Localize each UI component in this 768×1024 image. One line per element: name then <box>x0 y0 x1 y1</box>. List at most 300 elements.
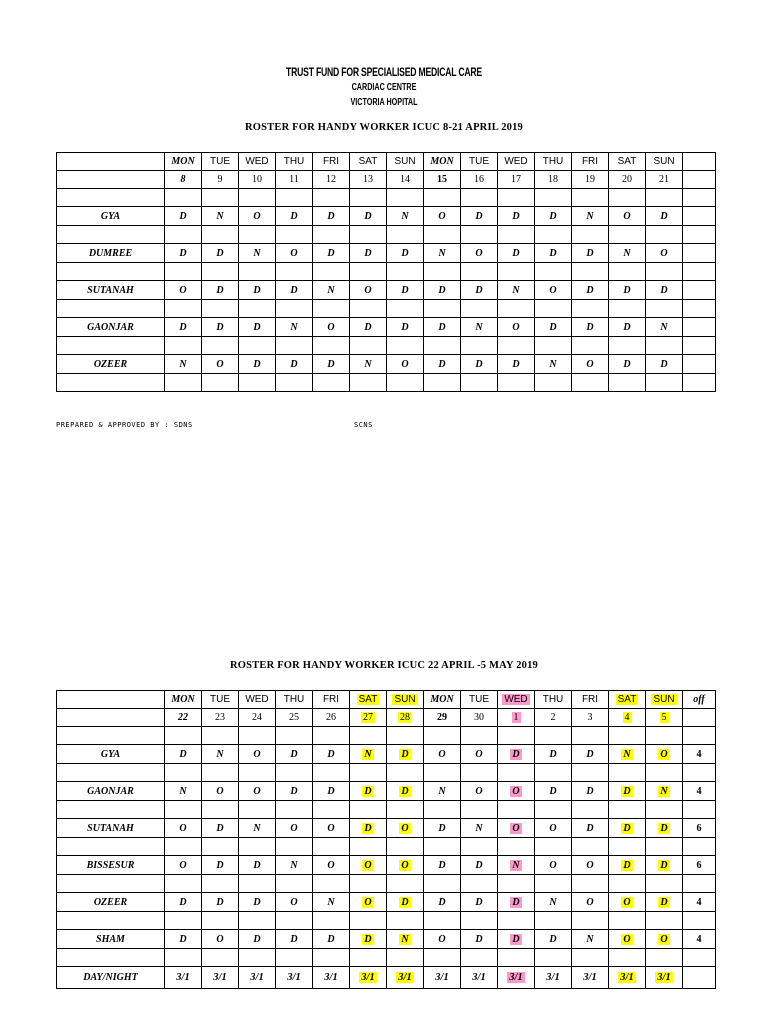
date-header-6 <box>387 709 424 727</box>
shift-cell: N <box>239 244 276 263</box>
shift-cell: O <box>387 355 424 374</box>
day-header-3: THU <box>276 153 313 171</box>
highlighted-value: D <box>364 822 372 834</box>
spacer-cell <box>202 949 239 967</box>
shift-cell: D <box>461 355 498 374</box>
shift-cell: D <box>646 355 683 374</box>
spacer-cell <box>424 838 461 856</box>
shift-cell: O <box>572 856 609 875</box>
spacer-cell <box>572 226 609 244</box>
shift-cell: N <box>498 281 535 300</box>
spacer-cell <box>572 912 609 930</box>
shift-cell: D <box>572 281 609 300</box>
shift-cell: D <box>202 819 239 838</box>
staff-name: GYA <box>57 207 165 226</box>
spacer-row <box>57 875 716 893</box>
total-cell <box>387 967 424 989</box>
shift-cell: D <box>313 745 350 764</box>
spacer-cell <box>646 912 683 930</box>
shift-cell: O <box>424 745 461 764</box>
spacer-row <box>57 189 716 207</box>
total-cell <box>609 967 646 989</box>
spacer-cell <box>313 838 350 856</box>
total-cell: 3/1 <box>461 967 498 989</box>
shift-cell <box>387 819 424 838</box>
total-name: DAY/NIGHT <box>57 967 165 989</box>
spacer-row <box>57 727 716 745</box>
total-cell: 3/1 <box>276 967 313 989</box>
shift-cell: D <box>646 207 683 226</box>
total-cell: 3/1 <box>239 967 276 989</box>
spacer-cell <box>313 300 350 318</box>
shift-cell: D <box>609 281 646 300</box>
spacer-cell <box>387 949 424 967</box>
spacer-cell <box>276 300 313 318</box>
spacer-cell <box>202 226 239 244</box>
spacer-cell <box>683 337 716 355</box>
shift-cell: D <box>239 355 276 374</box>
shift-cell: N <box>276 856 313 875</box>
shift-cell: D <box>239 930 276 949</box>
spacer-cell <box>387 838 424 856</box>
shift-cell: N <box>239 819 276 838</box>
shift-cell: N <box>165 782 202 801</box>
shift-cell: D <box>424 893 461 912</box>
spacer-cell <box>424 727 461 745</box>
spacer-row <box>57 801 716 819</box>
shift-cell: D <box>165 893 202 912</box>
spacer-cell <box>165 838 202 856</box>
day-header-11: FRI <box>572 691 609 709</box>
highlighted-value: O <box>401 859 409 871</box>
spacer-row <box>57 374 716 392</box>
shift-cell: N <box>461 819 498 838</box>
roster2-table <box>56 690 716 989</box>
spacer-cell <box>57 226 165 244</box>
total-cell <box>646 967 683 989</box>
spacer-cell <box>276 801 313 819</box>
shift-cell <box>609 856 646 875</box>
spacer-cell <box>57 337 165 355</box>
shift-cell <box>646 856 683 875</box>
date-header-0: 22 <box>165 709 202 727</box>
date-corner-cell <box>57 709 165 727</box>
highlighted-value: D <box>401 785 409 797</box>
spacer-cell <box>609 189 646 207</box>
shift-cell: D <box>572 745 609 764</box>
shift-cell: D <box>239 281 276 300</box>
shift-cell: D <box>535 745 572 764</box>
spacer-cell <box>239 949 276 967</box>
shift-cell: D <box>461 207 498 226</box>
highlighted-value: O <box>401 822 409 834</box>
spacer-row <box>57 949 716 967</box>
spacer-cell <box>646 374 683 392</box>
date-header-9 <box>498 709 535 727</box>
spacer-cell <box>609 949 646 967</box>
spacer-cell <box>387 189 424 207</box>
spacer-cell <box>646 727 683 745</box>
spacer-cell <box>350 189 387 207</box>
spacer-cell <box>57 764 165 782</box>
spacer-cell <box>683 300 716 318</box>
spacer-cell <box>535 263 572 281</box>
date-header-4: 12 <box>313 171 350 189</box>
spacer-cell <box>387 764 424 782</box>
highlighted-value: N <box>401 933 409 945</box>
shift-cell: D <box>424 318 461 337</box>
date-header-6: 14 <box>387 171 424 189</box>
spacer-cell <box>424 801 461 819</box>
table-row <box>57 207 716 226</box>
spacer-cell <box>239 912 276 930</box>
spacer-cell <box>535 226 572 244</box>
shift-cell: N <box>572 930 609 949</box>
spacer-cell <box>683 189 716 207</box>
spacer-cell <box>350 226 387 244</box>
shift-cell <box>387 930 424 949</box>
shift-cell: O <box>498 318 535 337</box>
table-row <box>57 893 716 912</box>
shift-cell: D <box>313 930 350 949</box>
spacer-cell <box>387 801 424 819</box>
spacer-cell <box>424 949 461 967</box>
corner-cell <box>57 153 165 171</box>
spacer-cell <box>313 337 350 355</box>
shift-cell: N <box>609 244 646 263</box>
spacer-cell <box>165 801 202 819</box>
spacer-cell <box>461 226 498 244</box>
shift-cell: O <box>202 930 239 949</box>
spacer-cell <box>646 764 683 782</box>
org-title: TRUST FUND FOR SPECIALISED MEDICAL CARE <box>286 65 482 79</box>
shift-cell: O <box>609 207 646 226</box>
spacer-cell <box>609 337 646 355</box>
spacer-cell <box>387 912 424 930</box>
spacer-cell <box>350 300 387 318</box>
spacer-cell <box>498 374 535 392</box>
spacer-cell <box>202 912 239 930</box>
spacer-cell <box>165 374 202 392</box>
table-row <box>57 782 716 801</box>
spacer-cell <box>165 912 202 930</box>
roster1-title: ROSTER FOR HANDY WORKER ICUC 8-21 APRIL 2019 <box>244 122 524 133</box>
highlighted-value: O <box>623 896 631 908</box>
staff-name: SHAM <box>57 930 165 949</box>
spacer-cell <box>646 263 683 281</box>
centre-title: CARDIAC CENTRE <box>351 82 417 93</box>
date-header-4: 26 <box>313 709 350 727</box>
shift-cell: O <box>461 782 498 801</box>
highlighted-value: O <box>512 822 520 834</box>
spacer-cell <box>646 300 683 318</box>
spacer-cell <box>57 189 165 207</box>
spacer-cell <box>498 727 535 745</box>
off-count <box>683 355 716 374</box>
shift-cell: D <box>239 318 276 337</box>
total-cell <box>350 967 387 989</box>
shift-cell <box>609 930 646 949</box>
date-end-cell <box>683 171 716 189</box>
spacer-cell <box>646 189 683 207</box>
day-header-0: MON <box>165 153 202 171</box>
spacer-cell <box>498 764 535 782</box>
spacer-cell <box>57 838 165 856</box>
off-count: 4 <box>683 745 716 764</box>
shift-cell: O <box>313 856 350 875</box>
day-header-13: SUN <box>646 153 683 171</box>
shift-cell: D <box>276 782 313 801</box>
spacer-cell <box>165 189 202 207</box>
shift-cell <box>498 893 535 912</box>
spacer-cell <box>609 764 646 782</box>
shift-cell: O <box>239 745 276 764</box>
date-header-1: 23 <box>202 709 239 727</box>
shift-cell: N <box>313 893 350 912</box>
highlighted-value: O <box>364 896 372 908</box>
highlighted-value: D <box>364 785 372 797</box>
highlighted-value: O <box>512 785 520 797</box>
highlighted-value: D <box>512 896 520 908</box>
date-header-11: 3 <box>572 709 609 727</box>
spacer-cell <box>535 764 572 782</box>
spacer-cell <box>350 263 387 281</box>
spacer-cell <box>424 912 461 930</box>
highlighted-value: D <box>623 785 631 797</box>
shift-cell <box>498 856 535 875</box>
shift-cell: O <box>646 244 683 263</box>
shift-cell: N <box>387 207 424 226</box>
date-header-3: 25 <box>276 709 313 727</box>
shift-cell <box>350 893 387 912</box>
prepared-by: PREPARED & APPROVED BY : SDNS <box>56 421 193 429</box>
day-header-5: SAT <box>350 153 387 171</box>
shift-cell: D <box>165 745 202 764</box>
shift-cell: D <box>387 244 424 263</box>
highlighted-value: D <box>364 933 372 945</box>
day-header-4: FRI <box>313 691 350 709</box>
highlighted-value: D <box>512 748 520 760</box>
spacer-cell <box>609 875 646 893</box>
shift-cell: N <box>202 745 239 764</box>
shift-cell: O <box>572 355 609 374</box>
spacer-cell <box>498 337 535 355</box>
spacer-cell <box>572 764 609 782</box>
spacer-cell <box>535 337 572 355</box>
date-header-7: 15 <box>424 171 461 189</box>
spacer-cell <box>350 337 387 355</box>
shift-cell: N <box>572 207 609 226</box>
spacer-cell <box>57 727 165 745</box>
date-header-8: 30 <box>461 709 498 727</box>
highlighted-value: 27 <box>363 712 373 723</box>
spacer-cell <box>424 764 461 782</box>
shift-cell: D <box>165 244 202 263</box>
spacer-cell <box>313 263 350 281</box>
shift-cell: D <box>202 244 239 263</box>
shift-cell: N <box>461 318 498 337</box>
roster2-title: ROSTER FOR HANDY WORKER ICUC 22 APRIL -5 MAY 2019 <box>229 660 538 671</box>
day-header-9 <box>498 691 535 709</box>
spacer-cell <box>572 727 609 745</box>
spacer-cell <box>461 337 498 355</box>
shift-cell: D <box>498 355 535 374</box>
spacer-cell <box>313 764 350 782</box>
spacer-cell <box>276 226 313 244</box>
date-header-row <box>57 171 716 189</box>
spacer-cell <box>572 949 609 967</box>
highlighted-value: D <box>660 822 668 834</box>
total-cell: 3/1 <box>535 967 572 989</box>
highlighted-value: 4 <box>624 712 630 723</box>
shift-cell: D <box>276 281 313 300</box>
shift-cell <box>387 745 424 764</box>
spacer-cell <box>461 912 498 930</box>
spacer-cell <box>609 912 646 930</box>
spacer-cell <box>646 875 683 893</box>
shift-cell <box>350 930 387 949</box>
total-row <box>57 967 716 989</box>
spacer-cell <box>313 875 350 893</box>
spacer-cell <box>165 764 202 782</box>
spacer-row <box>57 263 716 281</box>
spacer-cell <box>572 189 609 207</box>
shift-cell: N <box>646 318 683 337</box>
spacer-cell <box>424 226 461 244</box>
off-count <box>683 281 716 300</box>
total-cell: 3/1 <box>313 967 350 989</box>
off-count <box>683 244 716 263</box>
day-header-11: FRI <box>572 153 609 171</box>
spacer-cell <box>165 226 202 244</box>
spacer-cell <box>535 875 572 893</box>
shift-cell: N <box>424 782 461 801</box>
spacer-cell <box>683 226 716 244</box>
shift-cell: D <box>609 355 646 374</box>
spacer-cell <box>239 189 276 207</box>
spacer-row <box>57 764 716 782</box>
shift-cell: D <box>535 207 572 226</box>
date-header-12 <box>609 709 646 727</box>
spacer-cell <box>313 801 350 819</box>
shift-cell: D <box>535 244 572 263</box>
shift-cell: D <box>572 318 609 337</box>
date-header-9: 17 <box>498 171 535 189</box>
date-header-11: 19 <box>572 171 609 189</box>
day-header-4: FRI <box>313 153 350 171</box>
spacer-cell <box>424 189 461 207</box>
spacer-cell <box>498 838 535 856</box>
shift-cell: D <box>276 355 313 374</box>
highlighted-value: SUN <box>653 694 675 705</box>
spacer-cell <box>572 875 609 893</box>
shift-cell <box>646 819 683 838</box>
shift-cell: D <box>535 782 572 801</box>
shift-cell: O <box>276 893 313 912</box>
spacer-cell <box>646 226 683 244</box>
date-header-3: 11 <box>276 171 313 189</box>
spacer-cell <box>609 374 646 392</box>
shift-cell: D <box>313 355 350 374</box>
spacer-cell <box>609 727 646 745</box>
staff-name: GYA <box>57 745 165 764</box>
highlighted-value: O <box>660 933 668 945</box>
day-header-2: WED <box>239 691 276 709</box>
shift-cell <box>387 782 424 801</box>
spacer-cell <box>239 300 276 318</box>
spacer-cell <box>461 764 498 782</box>
date-header-10: 2 <box>535 709 572 727</box>
spacer-cell <box>461 189 498 207</box>
spacer-cell <box>350 374 387 392</box>
spacer-cell <box>572 337 609 355</box>
highlighted-value: SUN <box>394 694 416 705</box>
spacer-cell <box>387 374 424 392</box>
shift-cell: D <box>461 281 498 300</box>
spacer-cell <box>350 727 387 745</box>
total-cell: 3/1 <box>165 967 202 989</box>
staff-name: SUTANAH <box>57 281 165 300</box>
shift-cell <box>350 856 387 875</box>
spacer-cell <box>535 374 572 392</box>
spacer-row <box>57 337 716 355</box>
day-header-13 <box>646 691 683 709</box>
table-row <box>57 745 716 764</box>
day-header-2: WED <box>239 153 276 171</box>
date-header-5 <box>350 709 387 727</box>
shift-cell: D <box>461 893 498 912</box>
spacer-cell <box>276 263 313 281</box>
day-header-1: TUE <box>202 691 239 709</box>
spacer-cell <box>57 875 165 893</box>
spacer-cell <box>498 263 535 281</box>
spacer-cell <box>239 226 276 244</box>
spacer-cell <box>646 801 683 819</box>
shift-cell: D <box>239 893 276 912</box>
highlighted-value: N <box>660 785 668 797</box>
highlighted-value: D <box>401 896 409 908</box>
spacer-cell <box>498 875 535 893</box>
shift-cell: D <box>350 318 387 337</box>
shift-cell: N <box>535 893 572 912</box>
spacer-cell <box>498 912 535 930</box>
off-count: 4 <box>683 893 716 912</box>
date-header-13: 21 <box>646 171 683 189</box>
shift-cell: D <box>239 856 276 875</box>
spacer-cell <box>424 374 461 392</box>
shift-cell <box>609 893 646 912</box>
table-row <box>57 318 716 337</box>
date-header-5: 13 <box>350 171 387 189</box>
spacer-cell <box>646 838 683 856</box>
spacer-cell <box>461 949 498 967</box>
spacer-cell <box>350 912 387 930</box>
spacer-cell <box>276 764 313 782</box>
spacer-cell <box>202 764 239 782</box>
spacer-cell <box>683 875 716 893</box>
off-count <box>683 207 716 226</box>
spacer-cell <box>165 727 202 745</box>
shift-cell: D <box>202 281 239 300</box>
table-row <box>57 856 716 875</box>
highlighted-value: O <box>623 933 631 945</box>
spacer-cell <box>461 801 498 819</box>
spacer-cell <box>461 727 498 745</box>
spacer-cell <box>609 838 646 856</box>
day-header-9: WED <box>498 153 535 171</box>
shift-cell: D <box>165 930 202 949</box>
spacer-cell <box>535 838 572 856</box>
